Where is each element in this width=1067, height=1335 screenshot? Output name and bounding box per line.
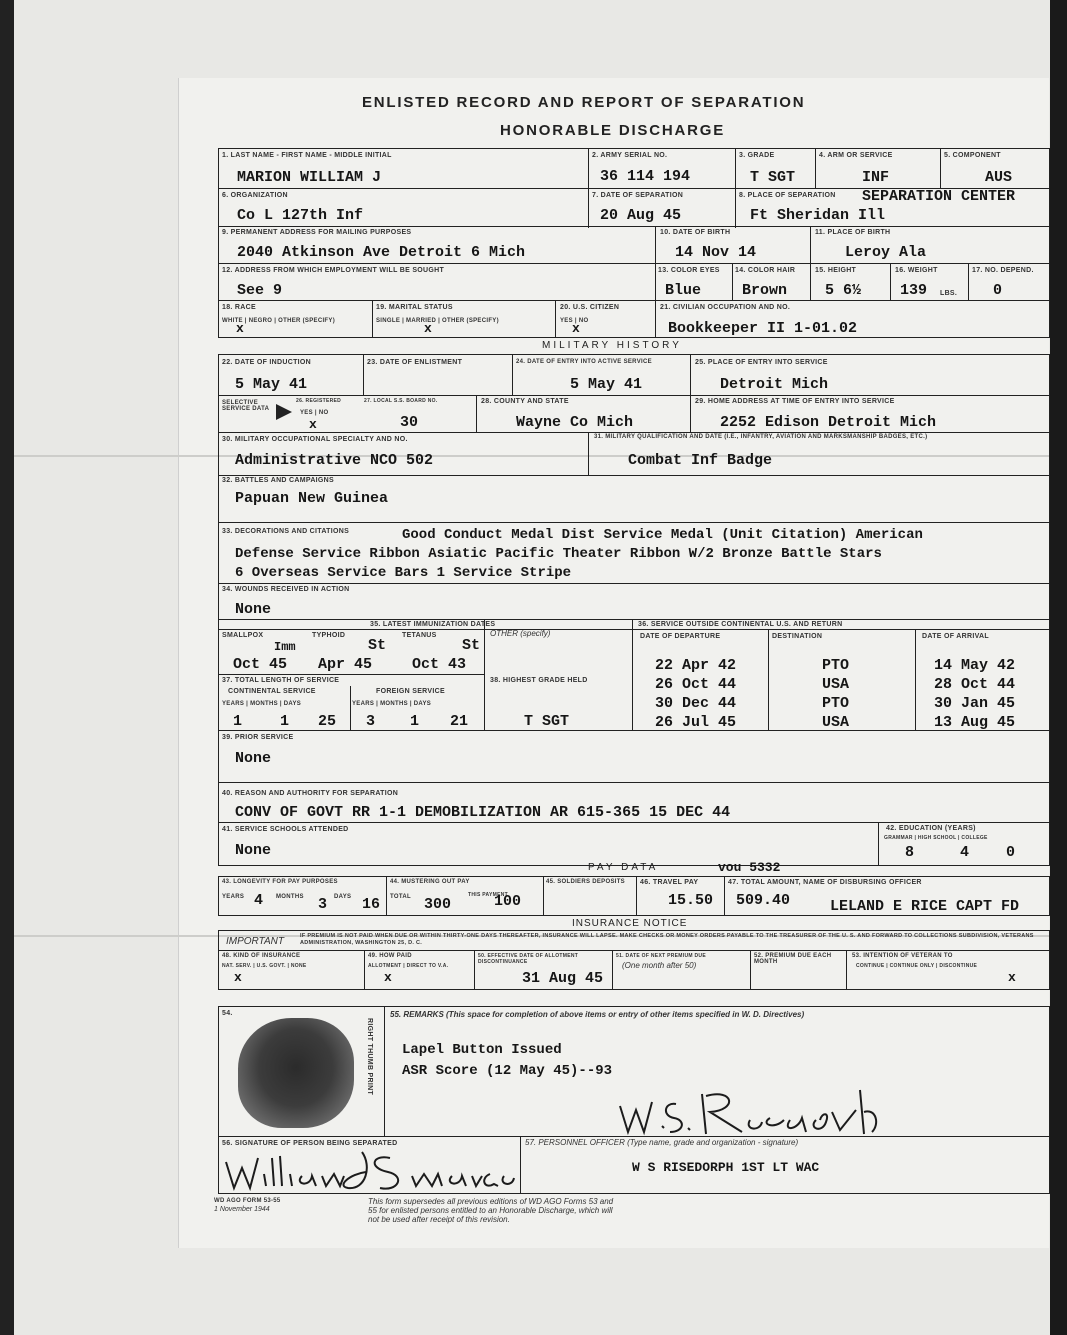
- sep-date-label: 7. DATE OF SEPARATION: [592, 192, 684, 199]
- hair-value: Brown: [742, 282, 788, 299]
- arrow-icon: [276, 404, 292, 420]
- personnel-officer-label: 57. PERSONNEL OFFICER (Type name, grade and organization - signature): [525, 1138, 799, 1147]
- marital-mark: x: [424, 321, 432, 336]
- height-label: 15. HEIGHT: [815, 267, 857, 274]
- typhoid-label: TYPHOID: [312, 632, 346, 639]
- next-premium-note: (One month after 50): [622, 961, 697, 970]
- length-label: 37. TOTAL LENGTH OF SERVICE: [222, 677, 340, 684]
- occ-value: Bookkeeper II 1-01.02: [668, 320, 858, 337]
- muster-this: 100: [494, 893, 522, 910]
- trip-destination: PTO: [822, 657, 850, 674]
- trip-destination: PTO: [822, 695, 850, 712]
- continental-years: 1: [233, 713, 243, 730]
- grade-value: T SGT: [750, 169, 796, 186]
- height-value: 5 6½: [825, 282, 862, 299]
- registered-mark: x: [309, 417, 317, 432]
- effective-label: 50. EFFECTIVE DATE OF ALLOTMENT DISCONTINUANCE: [478, 953, 579, 965]
- race-mark: x: [236, 321, 244, 336]
- intention-label: 53. INTENTION OF VETERAN TO: [852, 953, 953, 959]
- this-payment-label: THIS PAYMENT: [468, 892, 508, 898]
- officer-signature: [610, 1082, 900, 1140]
- muster-total: 300: [424, 896, 452, 913]
- other-label: OTHER (specify): [490, 629, 551, 638]
- travel-label: 46. TRAVEL PAY: [640, 879, 699, 886]
- decorations-line-3: 6 Overseas Service Bars 1 Service Stripe: [235, 565, 572, 581]
- occ-label: 21. CIVILIAN OCCUPATION AND NO.: [660, 304, 791, 311]
- tetanus-value-a: St: [462, 637, 481, 654]
- entry-place-value: Detroit Mich: [720, 376, 829, 393]
- decorations-line-2: Defense Service Ribbon Asiatic Pacific Theater Ribbon W/2 Bronze Battle Stars: [235, 546, 882, 562]
- grade-label: 3. GRADE: [739, 152, 775, 159]
- registered-label: 26. REGISTERED: [296, 398, 342, 404]
- name-value: MARION WILLIAM J: [237, 169, 382, 186]
- departure-column: DATE OF DEPARTURE: [640, 633, 721, 640]
- education-label: 42. EDUCATION (YEARS): [886, 825, 976, 832]
- kind-options: NAT. SERV. | U.S. GOVT. | NONE: [222, 963, 307, 969]
- eyes-label: 13. COLOR EYES: [658, 267, 720, 274]
- org-label: 6. ORGANIZATION: [222, 192, 288, 199]
- sep-place-label: 8. PLACE OF SEPARATION: [739, 192, 836, 199]
- thumbprint-image: [238, 1018, 354, 1128]
- longevity-days-label: DAYS: [334, 894, 352, 900]
- emp-value: See 9: [237, 282, 283, 299]
- citizen-options: YES | NO: [560, 318, 589, 324]
- pay-data-heading: PAY DATA: [588, 862, 659, 873]
- continental-months: 1: [280, 713, 290, 730]
- smallpox-value-b: Oct 45: [233, 656, 288, 673]
- smallpox-value-a: Imm: [274, 640, 296, 654]
- thumb-label: RIGHT THUMB PRINT: [366, 1018, 373, 1096]
- pob-value: Leroy Ala: [845, 244, 927, 261]
- race-label: 18. RACE: [222, 304, 256, 311]
- trip-arrival: 13 Aug 45: [934, 714, 1016, 731]
- race-options: WHITE | NEGRO | OTHER (SPECIFY): [222, 318, 335, 324]
- induction-label: 22. DATE OF INDUCTION: [222, 359, 312, 366]
- personnel-officer-value: W S RISEDORPH 1ST LT WAC: [632, 1160, 820, 1175]
- trip-arrival: 28 Oct 44: [934, 676, 1016, 693]
- paid-options: ALLOTMENT | DIRECT TO V.A.: [368, 963, 449, 969]
- grade-held-value: T SGT: [524, 713, 570, 730]
- voucher-value: vou 5332: [718, 860, 781, 875]
- effective-value: 31 Aug 45: [522, 970, 604, 987]
- form-title: ENLISTED RECORD AND REPORT OF SEPARATION: [362, 94, 806, 111]
- entry-place-label: 25. PLACE OF ENTRY INTO SERVICE: [695, 359, 828, 366]
- scanner-edge: [1050, 0, 1067, 1335]
- sep-date-value: 20 Aug 45: [600, 207, 682, 224]
- trip-departure: 22 Apr 42: [655, 657, 737, 674]
- enlist-label: 23. DATE OF ENLISTMENT: [367, 359, 463, 366]
- battles-value: Papuan New Guinea: [235, 490, 389, 507]
- longevity-years: 4: [254, 892, 264, 909]
- trip-departure: 30 Dec 44: [655, 695, 737, 712]
- signature-label: 56. SIGNATURE OF PERSON BEING SEPARATED: [222, 1140, 398, 1147]
- longevity-months-label: MONTHS: [276, 894, 304, 900]
- education-high-school: 4: [960, 844, 970, 861]
- paid-label: 49. HOW PAID: [368, 953, 412, 959]
- remark-line-1: Lapel Button Issued: [402, 1042, 562, 1058]
- insurance-heading: INSURANCE NOTICE: [572, 918, 688, 929]
- longevity-months: 3: [318, 896, 328, 913]
- mos-label: 30. MILITARY OCCUPATIONAL SPECIALTY AND NO.: [222, 436, 408, 443]
- arm-label: 4. ARM OR SERVICE: [819, 152, 893, 159]
- kind-mark: x: [234, 970, 242, 985]
- marital-label: 19. MARITAL STATUS: [376, 304, 453, 311]
- county-label: 28. COUNTY AND STATE: [481, 398, 569, 405]
- name-label: 1. LAST NAME - FIRST NAME - MIDDLE INITIAL: [222, 152, 392, 159]
- intention-mark: x: [1008, 970, 1016, 985]
- important-label: IMPORTANT: [226, 936, 284, 947]
- org-value: Co L 127th Inf: [237, 207, 364, 224]
- insurance-notice: IF PREMIUM IS NOT PAID WHEN DUE OR WITHIN THIRTY-ONE DAYS THEREAFTER, INSURANCE WILL LAPSE. MAKE CHECKS OR MONEY ORDERS PAYABLE TO THE TREASURER OF THE U. S. AND FORWARD TO COLLECTIONS SUBDIVISION, VETERANS ADMINISTRATION, WASHINGTON 25, D. C.: [300, 933, 1034, 946]
- hair-label: 14. COLOR HAIR: [735, 267, 796, 274]
- board-value: 30: [400, 414, 419, 431]
- military-history-heading: MILITARY HISTORY: [542, 340, 682, 351]
- thumb-number: 54.: [222, 1010, 233, 1017]
- typhoid-value-a: St: [368, 637, 387, 654]
- lbs-label: LBS.: [940, 290, 958, 297]
- weight-label: 16. WEIGHT: [895, 267, 938, 274]
- decorations-line-1: Good Conduct Medal Dist Service Medal (Unit Citation) American: [402, 527, 923, 543]
- destination-column: DESTINATION: [772, 633, 823, 640]
- trip-destination: USA: [822, 714, 850, 731]
- foreign-years: 3: [366, 713, 376, 730]
- dob-value: 14 Nov 14: [675, 244, 757, 261]
- trip-departure: 26 Jul 45: [655, 714, 737, 731]
- paid-mark: x: [384, 970, 392, 985]
- form-date: 1 November 1944: [214, 1206, 270, 1213]
- arm-value: INF: [862, 169, 890, 186]
- continental-ymd: YEARS | MONTHS | DAYS: [222, 701, 302, 707]
- smallpox-label: SMALLPOX: [222, 632, 264, 639]
- veteran-signature: [222, 1148, 518, 1194]
- emp-label: 12. ADDRESS FROM WHICH EMPLOYMENT WILL BE SOUGHT: [222, 267, 445, 274]
- eyes-value: Blue: [665, 282, 702, 299]
- home-label: 29. HOME ADDRESS AT TIME OF ENTRY INTO SERVICE: [695, 398, 895, 405]
- address-label: 9. PERMANENT ADDRESS FOR MAILING PURPOSES: [222, 229, 412, 236]
- muster-total-label: TOTAL: [390, 894, 411, 900]
- reason-value: CONV OF GOVT RR 1-1 DEMOBILIZATION AR 615-365 15 DEC 44: [235, 804, 731, 821]
- amount-label: 47. TOTAL AMOUNT, NAME OF DISBURSING OFFICER: [728, 879, 922, 886]
- deposits-label: 45. SOLDIERS DEPOSITS: [546, 879, 625, 885]
- muster-label: 44. MUSTERING OUT PAY: [390, 879, 470, 885]
- travel-value: 15.50: [668, 892, 714, 909]
- component-value: AUS: [985, 169, 1013, 186]
- serial-label: 2. ARMY SERIAL NO.: [592, 152, 668, 159]
- sep-place-value-b: Ft Sheridan Ill: [750, 207, 886, 224]
- supersede-note: This form supersedes all previous editions of WD AGO Forms 53 and 55 for enlisted persons entitled to an Honorable Discharge, which will not be used after receipt of this revision.: [368, 1197, 614, 1224]
- qual-value: Combat Inf Badge: [628, 452, 773, 469]
- reason-label: 40. REASON AND AUTHORITY FOR SEPARATION: [222, 790, 399, 797]
- citizen-mark: x: [572, 321, 580, 336]
- active-label: 24. DATE OF ENTRY INTO ACTIVE SERVICE: [516, 359, 652, 365]
- trip-arrival: 30 Jan 45: [934, 695, 1016, 712]
- pob-label: 11. PLACE OF BIRTH: [815, 229, 891, 236]
- longevity-years-label: YEARS: [222, 894, 245, 900]
- education-grammar: 8: [905, 844, 915, 861]
- foreign-days: 21: [450, 713, 469, 730]
- tetanus-value-b: Oct 43: [412, 656, 467, 673]
- form-subtitle: HONORABLE DISCHARGE: [500, 122, 726, 139]
- continental-label: CONTINENTAL SERVICE: [228, 688, 316, 695]
- foreign-ymd: YEARS | MONTHS | DAYS: [352, 701, 432, 707]
- immunization-label: 35. LATEST IMMUNIZATION DATES: [370, 621, 496, 628]
- kind-label: 48. KIND OF INSURANCE: [222, 953, 301, 959]
- county-value: Wayne Co Mich: [516, 414, 634, 431]
- longevity-label: 43. LONGEVITY FOR PAY PURPOSES: [222, 879, 338, 885]
- dep-value: 0: [993, 282, 1003, 299]
- trip-destination: USA: [822, 676, 850, 693]
- foreign-months: 1: [410, 713, 420, 730]
- battles-label: 32. BATTLES AND CAMPAIGNS: [222, 477, 334, 484]
- schools-label: 41. SERVICE SCHOOLS ATTENDED: [222, 826, 349, 833]
- service-outside-label: 36. SERVICE OUTSIDE CONTINENTAL U.S. AND RETURN: [638, 621, 843, 628]
- remarks-label: 55. REMARKS (This space for completion of above items or entry of other items specified in W. D. Directives): [390, 1010, 805, 1019]
- grade-held-label: 38. HIGHEST GRADE HELD: [490, 677, 588, 684]
- disbursing-officer: LELAND E RICE CAPT FD: [830, 898, 1020, 915]
- continental-days: 25: [318, 713, 337, 730]
- board-label: 27. LOCAL S.S. BOARD NO.: [364, 398, 438, 404]
- home-value: 2252 Edison Detroit Mich: [720, 414, 937, 431]
- address-value: 2040 Atkinson Ave Detroit 6 Mich: [237, 244, 526, 261]
- active-value: 5 May 41: [570, 376, 643, 393]
- weight-value: 139: [900, 282, 928, 299]
- wounds-label: 34. WOUNDS RECEIVED IN ACTION: [222, 586, 350, 593]
- wounds-value: None: [235, 601, 272, 618]
- prior-value: None: [235, 750, 272, 767]
- prior-label: 39. PRIOR SERVICE: [222, 734, 294, 741]
- foreign-label: FOREIGN SERVICE: [376, 688, 445, 695]
- amount-value: 509.40: [736, 892, 791, 909]
- marital-options: SINGLE | MARRIED | OTHER (SPECIFY): [376, 318, 499, 324]
- registered-options: YES | NO: [300, 410, 329, 416]
- citizen-label: 20. U.S. CITIZEN: [560, 304, 620, 311]
- premium-label: 52. PREMIUM DUE EACH MONTH: [754, 953, 832, 965]
- decorations-label: 33. DECORATIONS AND CITATIONS: [222, 528, 350, 535]
- schools-value: None: [235, 842, 272, 859]
- trip-arrival: 14 May 42: [934, 657, 1016, 674]
- dob-label: 10. DATE OF BIRTH: [660, 229, 731, 236]
- sep-place-value-a: SEPARATION CENTER: [862, 188, 1016, 205]
- intention-options: CONTINUE | CONTINUE ONLY | DISCONTINUE: [856, 963, 978, 969]
- arrival-column: DATE OF ARRIVAL: [922, 633, 989, 640]
- education-columns: GRAMMAR | HIGH SCHOOL | COLLEGE: [884, 835, 988, 841]
- trip-departure: 26 Oct 44: [655, 676, 737, 693]
- induction-value: 5 May 41: [235, 376, 308, 393]
- tetanus-label: TETANUS: [402, 632, 437, 639]
- mos-value: Administrative NCO 502: [235, 452, 434, 469]
- education-college: 0: [1006, 844, 1016, 861]
- dep-label: 17. NO. DEPEND.: [972, 267, 1034, 274]
- form-number: WD AGO FORM 53-55: [214, 1198, 281, 1204]
- selective-service-label: SELECTIVE SERVICE DATA: [222, 400, 270, 412]
- next-premium-label: 51. DATE OF NEXT PREMIUM DUE: [616, 953, 706, 959]
- typhoid-value-b: Apr 45: [318, 656, 373, 673]
- remark-line-2: ASR Score (12 May 45)--93: [402, 1063, 613, 1079]
- component-label: 5. COMPONENT: [944, 152, 1001, 159]
- longevity-days: 16: [362, 896, 381, 913]
- qual-label: 31. MILITARY QUALIFICATION AND DATE (I.E., INFANTRY, AVIATION AND MARKSMANSHIP BADGES, ETC.): [594, 434, 928, 440]
- serial-value: 36 114 194: [600, 168, 691, 185]
